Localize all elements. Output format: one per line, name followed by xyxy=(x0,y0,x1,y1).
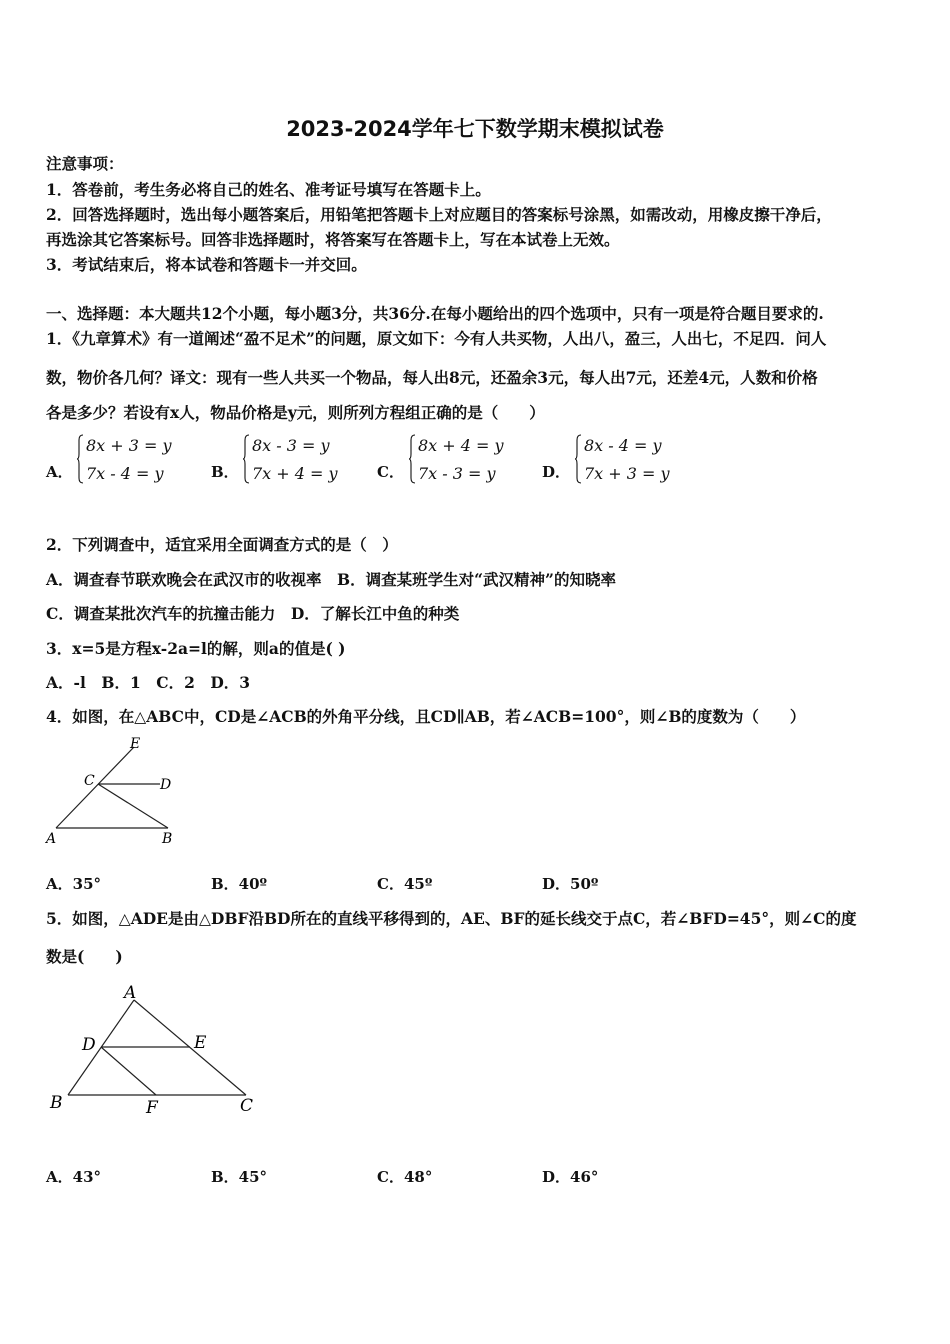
notice-heading: 注意事项： xyxy=(46,154,124,173)
notice-item: 1．答卷前，考生务必将自己的姓名、准考证号填写在答题卡上。 xyxy=(46,180,491,199)
q1-option-label: A． xyxy=(46,463,73,481)
q1-stem-line: 1．《九章算术》有一道阐述“盈不足术”的问题，原文如下：今有人共买物，人出八，盈三，人出七，不足四．问人 xyxy=(46,329,827,348)
equation: 8x - 4 = y xyxy=(584,436,662,455)
q5-option: C．48° xyxy=(377,1168,433,1186)
q1-option-label: B． xyxy=(211,463,239,481)
point-label-b: B xyxy=(162,831,173,847)
equation: 8x - 3 = y xyxy=(252,436,330,455)
q1-option-label: D． xyxy=(542,463,571,481)
brace-icon xyxy=(409,434,416,484)
q4-option: B．40º xyxy=(211,875,268,893)
q4-stem: 4．如图，在△ABC中，CD是∠ACB的外角平分线，且CD∥AB，若∠ACB=100°，则∠B的度数为（ ） xyxy=(46,707,806,726)
point-label-c: C xyxy=(84,773,95,789)
q1-stem-line: 各是多少？若设有x人，物品价格是y元，则所列方程组正确的是（ ） xyxy=(46,403,545,422)
q2-options-line: C．调查某批次汽车的抗撞击能力 D．了解长江中鱼的种类 xyxy=(46,604,460,623)
equation: 7x + 3 = y xyxy=(584,464,670,483)
equation: 7x + 4 = y xyxy=(252,464,338,483)
equation: 8x + 4 = y xyxy=(418,436,504,455)
brace-icon xyxy=(77,434,84,484)
q5-option: B．45° xyxy=(211,1168,268,1186)
point-label-d: D xyxy=(82,1035,96,1055)
q5-option: D．46° xyxy=(542,1168,599,1186)
q3-stem: 3．x=5是方程x-2a=l的解，则a的值是( ) xyxy=(46,639,346,658)
notice-item: 再选涂其它答案标号。回答非选择题时，将答案写在答题卡上，写在本试卷上无效。 xyxy=(46,230,620,249)
q2-stem: 2．下列调查中，适宜采用全面调查方式的是（ ） xyxy=(46,535,398,554)
q1-stem-line: 数，物价各几何？译文：现有一些人共买一个物品，每人出8元，还盈余3元，每人出7元，还差4元，人数和价格 xyxy=(46,368,818,387)
notice-item: 2．回答选择题时，选出每小题答案后，用铅笔把答题卡上对应题目的答案标号涂黑，如需改动，用橡皮擦干净后， xyxy=(46,205,832,224)
q4-option: D．50º xyxy=(542,875,599,893)
point-label-f: F xyxy=(146,1098,158,1118)
point-label-d: D xyxy=(160,777,172,793)
section-heading: 一、选择题：本大题共12个小题，每小题3分，共36分.在每小题给出的四个选项中，只有一项是符合题目要求的. xyxy=(46,304,824,323)
notice-item: 3．考试结束后，将本试卷和答题卡一并交回。 xyxy=(46,255,367,274)
point-label-b: B xyxy=(50,1093,63,1113)
brace-icon xyxy=(575,434,582,484)
equation: 7x - 3 = y xyxy=(418,464,496,483)
point-label-e: E xyxy=(194,1033,207,1053)
point-label-a: A xyxy=(46,831,57,847)
q3-options: A．-l B．1 C．2 D．3 xyxy=(46,673,251,692)
q2-options-line: A．调查春节联欢晚会在武汉市的收视率 B．调查某班学生对“武汉精神”的知晓率 xyxy=(46,570,616,589)
q5-option: A．43° xyxy=(46,1168,102,1186)
q4-option: A．35° xyxy=(46,875,102,893)
q1-option-label: C． xyxy=(377,463,404,481)
q4-option: C．45º xyxy=(377,875,433,893)
q4-figure xyxy=(40,730,190,852)
page-title: 2023-2024学年七下数学期末模拟试卷 xyxy=(286,117,664,141)
brace-icon xyxy=(243,434,250,484)
q5-stem-line: 5．如图，△ADE是由△DBF沿BD所在的直线平移得到的，AE、BF的延长线交于点C，若∠BFD=45°，则∠C的度 xyxy=(46,909,857,928)
equation: 7x - 4 = y xyxy=(86,464,164,483)
point-label-e: E xyxy=(130,736,141,752)
equation: 8x + 3 = y xyxy=(86,436,172,455)
q5-stem-line: 数是( ) xyxy=(46,947,123,966)
point-label-a: A xyxy=(124,983,137,1003)
point-label-c: C xyxy=(240,1096,254,1116)
q5-figure xyxy=(44,980,274,1120)
